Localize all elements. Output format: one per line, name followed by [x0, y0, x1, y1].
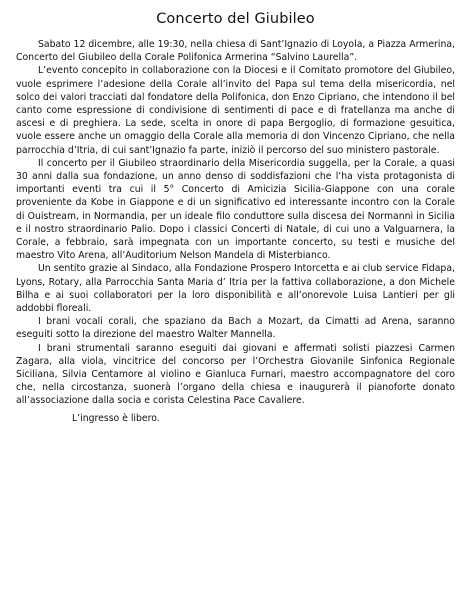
paragraph-event-purpose: L’evento concepito in collaborazione con la Diocesi e il Comitato promotore del Giubileo, vuole esprimere l’adesione della Corale all’invito del Papa sul tema della misericordia, nel solco dei valori tracciati dal fondatore della Polifonica, don Enzo Cipriano, che intendono il bel canto come espressione di condivisione di sentimenti di pace e di fratellanza ma anche di ascesi e di preghiera. La sede, scelta in onore di papa Bergoglio, di formazione gesuitica, vuole essere anche un omaggio della Corale alla memoria di don Vincenzo Cipriano, che nella parrocchia d’Itria, di cui sant’Ignazio fa parte, iniziò il percorso del suo ministero pastorale. [16, 65, 455, 156]
paragraph-vocal-pieces: I brani vocali corali, che spaziano da Bach a Mozart, da Cimatti ad Arena, saranno eseguiti sotto la direzione del maestro Walter Mannella. [16, 316, 455, 341]
paragraph-thanks: Un sentito grazie al Sindaco, alla Fondazione Prospero Intorcetta e ai club service Fidapa, Lyons, Rotary, alla Parrocchia Santa Maria d’ Itria per la fattiva collaborazione, a don Michele Bilha e ai suoi collaboratori per la loro disponibilità e all’onorevole Luisa Lantieri per gli addobbi floreali. [16, 263, 455, 315]
paragraph-date-venue: Sabato 12 dicembre, alle 19:30, nella chiesa di Sant’Ignazio di Loyola, a Piazza Armerina, Concerto del Giubileo della Corale Polifonica Armerina “Salvino Laurella”. [16, 39, 455, 64]
paragraph-concert-year: Il concerto per il Giubileo straordinario della Misericordia suggella, per la Corale, a quasi 30 anni dalla sua fondazione, un anno denso di soddisfazioni che l’ha vista protagonista di importanti eventi tra cui il 5° Concerto di Amicizia Sicilia-Giappone con una corale proveniente da Kobe in Giappone e di un significativo ed interessante incontro con la Corale di Ouistream, in Normandia, per un ideale filo conduttore sulla discesa dei Normanni in Sicilia e il nostro straordinario Palio. Dopo i classici Concerti di Natale, di cui uno a Valguarnera, la Corale, a febbraio, sarà impegnata con un importante concerto, su testi e musiche del maestro Vito Arena, all’Auditorium Nelson Mandela di Misterbianco. [16, 157, 455, 262]
document-title: Concerto del Giubileo [156, 11, 315, 27]
closing-note: L’ingresso è libero. [72, 412, 160, 424]
paragraph-instrumental-pieces: I brani strumentali saranno eseguiti dai giovani e affermati solisti piazzesi Carmen Zagara, alla viola, vincitrice del concorso per l’Orchestra Giovanile Sinfonica Regionale Siciliana, Silvia Centamore al violino e Gianluca Furnari, maestro accompagnatore del coro che, nella circostanza, suonerà l’organo della chiesa e inaugurerà il pianoforte donato all’associazione dalla socia e corista Celestina Pace Cavaliere. [16, 342, 455, 407]
